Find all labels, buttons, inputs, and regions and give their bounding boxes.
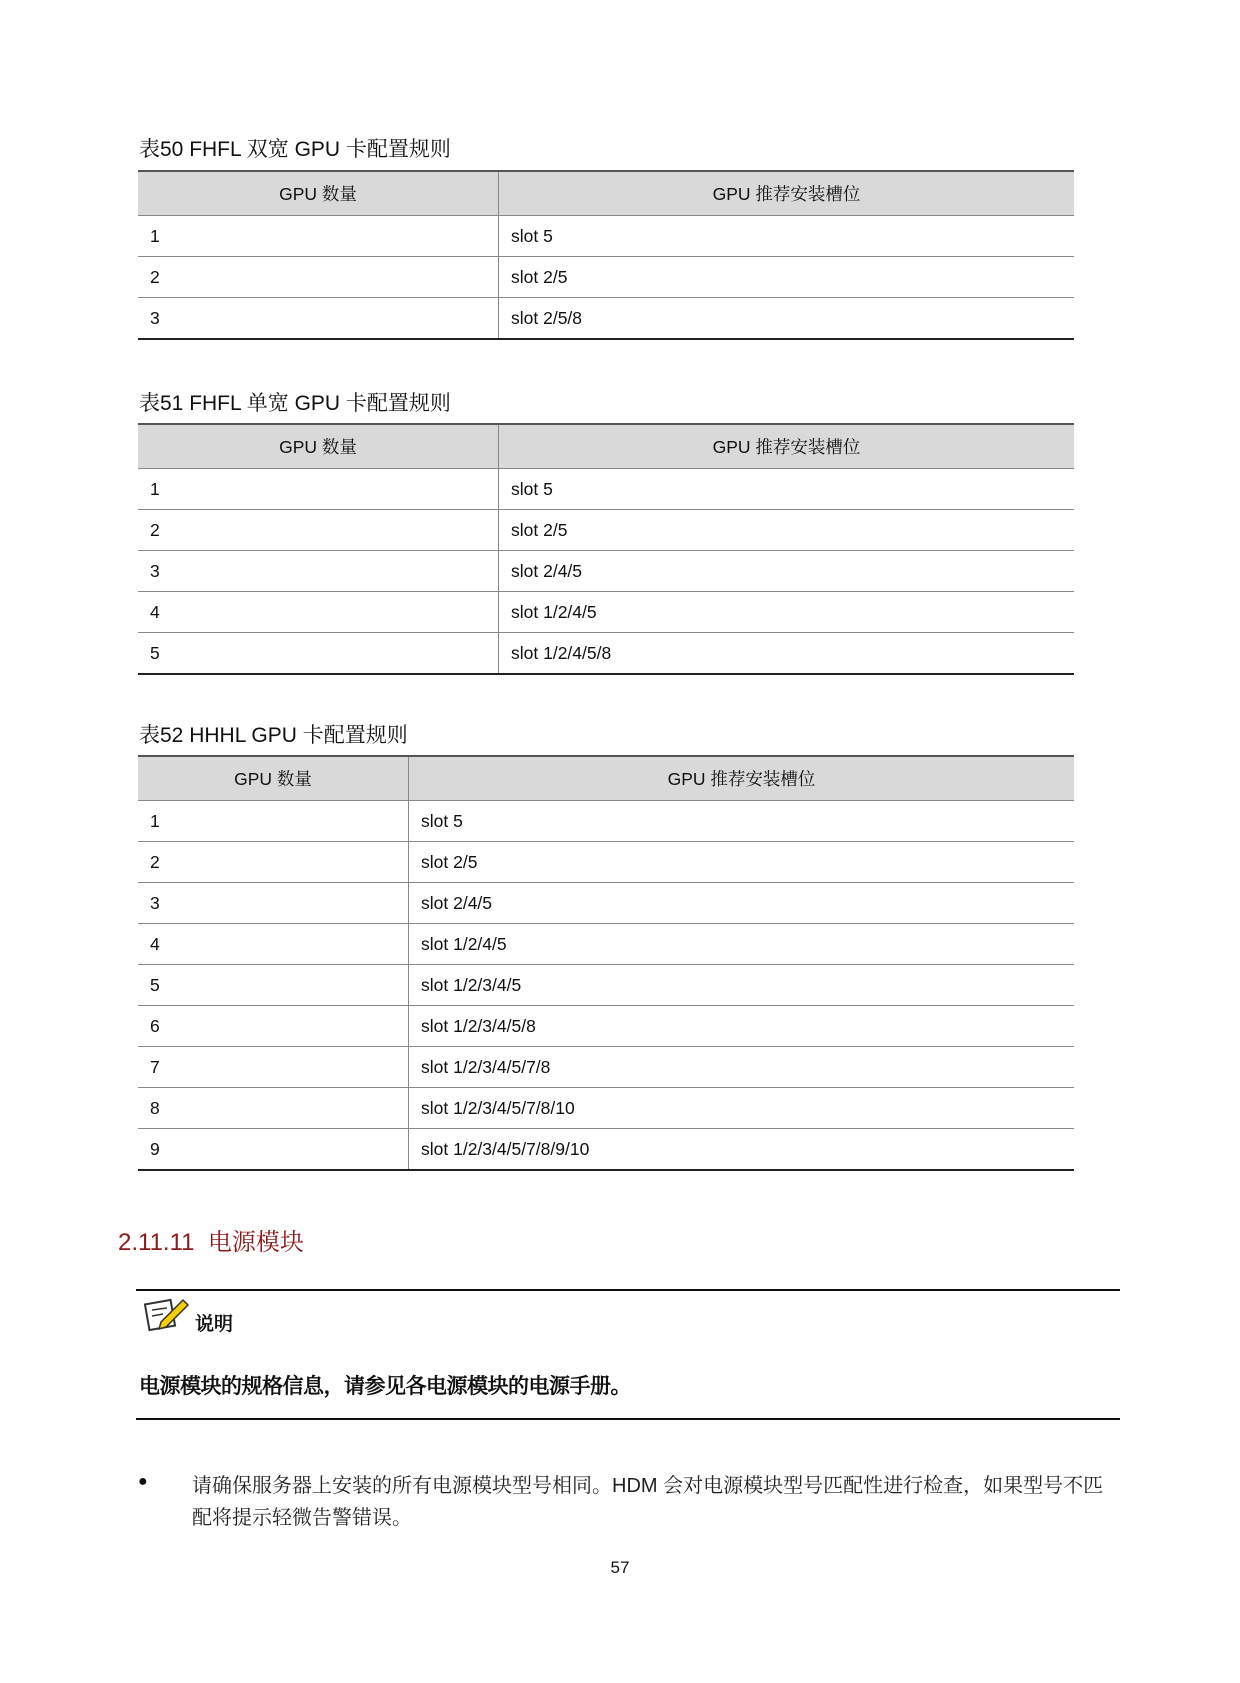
table-51 <box>138 423 1074 675</box>
gpu-count-cell: 9 <box>138 1129 409 1171</box>
column-header: GPU 数量 <box>138 424 499 469</box>
table-header-row <box>138 756 1074 801</box>
table-50-caption: 表50 FHFL 双宽 GPU 卡配置规则 <box>139 138 451 161</box>
gpu-count-cell: 8 <box>138 1088 409 1129</box>
slot-cell: slot 2/4/5 <box>499 551 1075 592</box>
note-bottom-rule <box>136 1418 1120 1420</box>
gpu-count-cell: 1 <box>138 216 499 257</box>
table-header-row <box>138 424 1074 469</box>
table-row <box>138 592 1074 633</box>
column-header: GPU 推荐安装槽位 <box>499 424 1075 469</box>
table-row <box>138 257 1074 298</box>
bullet-text: 请确保服务器上安装的所有电源模块型号相同。HDM 会对电源模块型号匹配性进行检查，如果型号不匹配将提示轻微告警错误。 <box>192 1475 1104 1529</box>
slot-cell: slot 2/5 <box>409 842 1075 883</box>
bullet-dot: ● <box>138 1473 148 1490</box>
slot-cell: slot 2/5 <box>499 510 1075 551</box>
slot-cell: slot 1/2/4/5 <box>409 924 1075 965</box>
gpu-count-cell: 1 <box>138 801 409 842</box>
page-number: 57 <box>610 1558 630 1577</box>
gpu-count-cell: 7 <box>138 1047 409 1088</box>
table-row <box>138 216 1074 257</box>
slot-cell: slot 1/2/3/4/5 <box>409 965 1075 1006</box>
slot-cell: slot 1/2/3/4/5/7/8/9/10 <box>409 1129 1075 1171</box>
gpu-count-cell: 3 <box>138 883 409 924</box>
column-header: GPU 数量 <box>138 756 409 801</box>
column-header: GPU 推荐安装槽位 <box>409 756 1075 801</box>
slot-cell: slot 1/2/4/5/8 <box>499 633 1075 675</box>
slot-cell: slot 5 <box>499 469 1075 510</box>
table-row <box>138 801 1074 842</box>
table-51-caption: 表51 FHFL 单宽 GPU 卡配置规则 <box>139 392 451 415</box>
note-label: 说明 <box>195 1314 234 1335</box>
table-header-row <box>138 171 1074 216</box>
gpu-count-cell: 4 <box>138 924 409 965</box>
table-row <box>138 551 1074 592</box>
slot-cell: slot 5 <box>499 216 1075 257</box>
table-52 <box>138 755 1074 1171</box>
table-row <box>138 883 1074 924</box>
table-row <box>138 924 1074 965</box>
slot-cell: slot 2/5/8 <box>499 298 1075 340</box>
table-row <box>138 298 1074 340</box>
column-header: GPU 推荐安装槽位 <box>499 171 1075 216</box>
slot-cell: slot 2/4/5 <box>409 883 1075 924</box>
gpu-count-cell: 2 <box>138 842 409 883</box>
table-row <box>138 842 1074 883</box>
gpu-count-cell: 5 <box>138 633 499 675</box>
gpu-count-cell: 4 <box>138 592 499 633</box>
table-52-caption: 表52 HHHL GPU 卡配置规则 <box>139 724 408 747</box>
table-50 <box>138 170 1074 340</box>
slot-cell: slot 1/2/3/4/5/8 <box>409 1006 1075 1047</box>
gpu-count-cell: 3 <box>138 551 499 592</box>
section-heading: 2.11.11 电源模块 <box>118 1229 304 1256</box>
gpu-count-cell: 2 <box>138 257 499 298</box>
slot-cell: slot 1/2/3/4/5/7/8 <box>409 1047 1075 1088</box>
slot-cell: slot 2/5 <box>499 257 1075 298</box>
table-row <box>138 510 1074 551</box>
slot-cell: slot 5 <box>409 801 1075 842</box>
table-row <box>138 633 1074 675</box>
table-row <box>138 1006 1074 1047</box>
column-header: GPU 数量 <box>138 171 499 216</box>
gpu-count-cell: 1 <box>138 469 499 510</box>
slot-cell: slot 1/2/3/4/5/7/8/10 <box>409 1088 1075 1129</box>
note-top-rule <box>136 1289 1120 1291</box>
note-text: 电源模块的规格信息，请参见各电源模块的电源手册。 <box>139 1375 631 1398</box>
slot-cell: slot 1/2/4/5 <box>499 592 1075 633</box>
gpu-count-cell: 3 <box>138 298 499 340</box>
gpu-count-cell: 6 <box>138 1006 409 1047</box>
gpu-count-cell: 5 <box>138 965 409 1006</box>
table-row <box>138 469 1074 510</box>
table-row <box>138 1047 1074 1088</box>
table-row <box>138 1129 1074 1171</box>
note-pencil-icon <box>143 1294 191 1334</box>
gpu-count-cell: 2 <box>138 510 499 551</box>
table-row <box>138 1088 1074 1129</box>
table-row <box>138 965 1074 1006</box>
